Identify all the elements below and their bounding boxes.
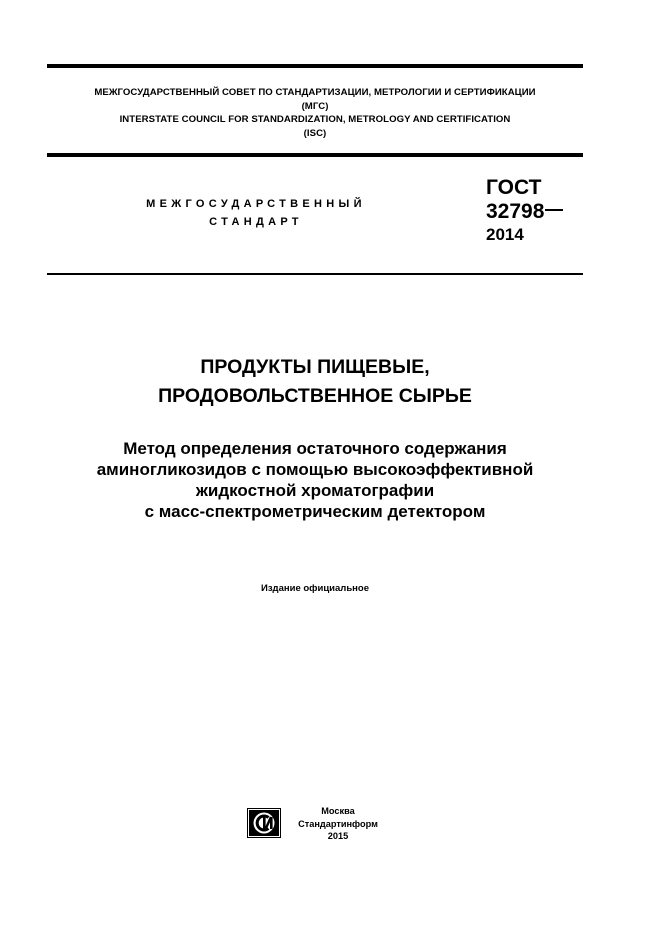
edition-note: Издание официальное bbox=[261, 583, 369, 594]
gost-dash bbox=[545, 209, 563, 211]
gost-label: ГОСТ bbox=[486, 176, 542, 199]
document-subtitle-line4: с масс-спектрометрическим детектором bbox=[144, 502, 486, 521]
publisher-city: Москва bbox=[321, 806, 355, 816]
council-name-en: INTERSTATE COUNCIL FOR STANDARDIZATION, METROLOGY AND CERTIFICATION bbox=[119, 114, 511, 126]
council-abbr-ru: (МГС) bbox=[301, 100, 329, 112]
document-title-line1: ПРОДУКТЫ ПИЩЕВЫЕ, bbox=[200, 356, 430, 378]
publisher-name: Стандартинформ bbox=[298, 818, 378, 829]
top-rule bbox=[47, 64, 583, 68]
publisher-block bbox=[283, 805, 393, 843]
council-header bbox=[47, 86, 583, 140]
document-title-line2: ПРОДОВОЛЬСТВЕННОЕ СЫРЬЕ bbox=[158, 385, 472, 407]
gost-designation bbox=[486, 175, 563, 247]
publisher-year: 2015 bbox=[327, 831, 349, 841]
lower-rule bbox=[47, 273, 583, 275]
document-subtitle-line1: Метод определения остаточного содержания bbox=[123, 439, 507, 458]
gost-year: 2014 bbox=[486, 225, 524, 244]
document-subtitle-line3: жидкостной хроматографии bbox=[195, 481, 435, 500]
council-name-ru: МЕЖГОСУДАРСТВЕННЫЙ СОВЕТ ПО СТАНДАРТИЗАЦИИ, МЕТРОЛОГИИ И СЕРТИФИКАЦИИ bbox=[94, 87, 536, 98]
document-subtitle-line2: аминогликозидов с помощью высокоэффективной bbox=[96, 460, 534, 479]
document-subtitle bbox=[40, 438, 590, 522]
standard-type-line1: МЕЖГОСУДАРСТВЕННЫЙ bbox=[146, 198, 366, 210]
standard-type-line2: СТАНДАРТ bbox=[209, 216, 303, 228]
gost-number-line bbox=[486, 200, 563, 223]
gost-number: 32798 bbox=[486, 200, 545, 223]
document-title bbox=[60, 353, 570, 411]
middle-rule bbox=[47, 153, 583, 157]
council-abbr-en: (ISC) bbox=[303, 127, 327, 139]
standard-type bbox=[120, 195, 392, 231]
standartinform-logo-icon bbox=[247, 808, 281, 838]
